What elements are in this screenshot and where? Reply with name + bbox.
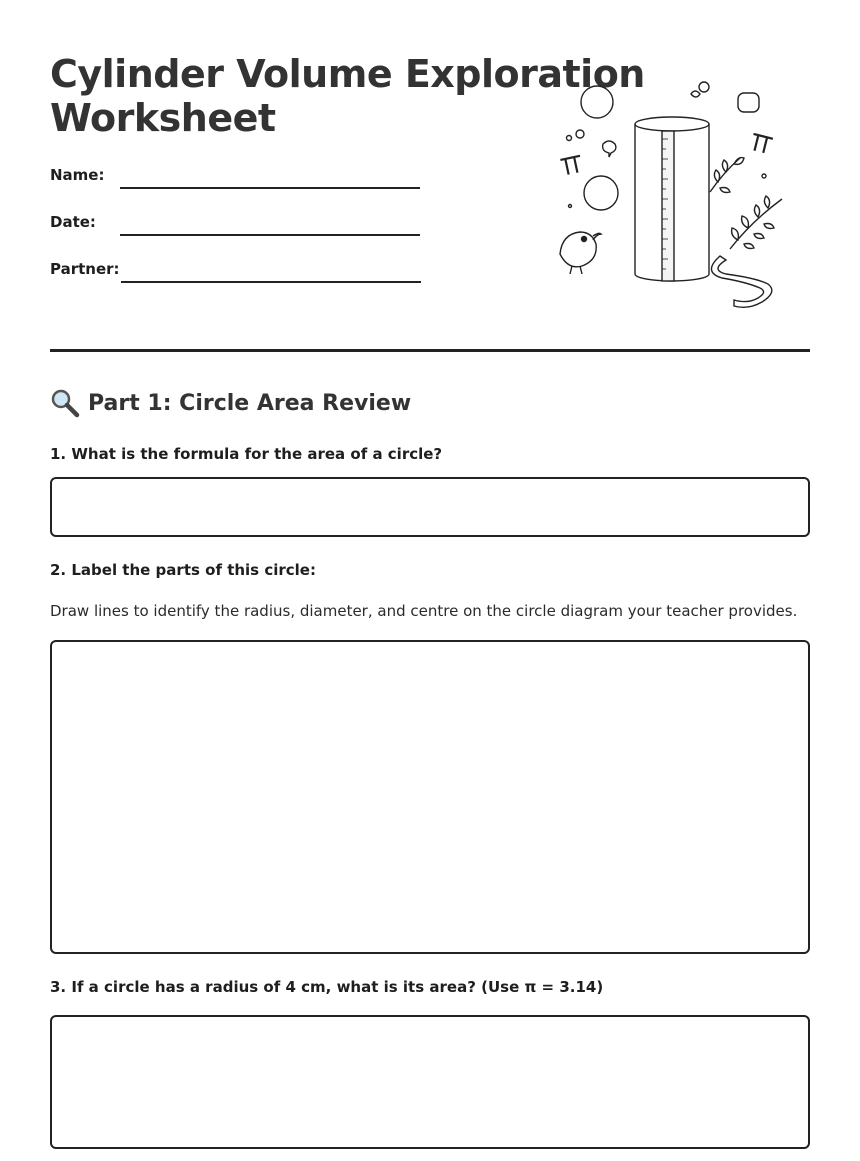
measuring-tape-icon	[711, 256, 771, 307]
answer-box-3[interactable]	[50, 1015, 810, 1149]
pi-icon	[560, 156, 583, 176]
bubble-icon	[581, 86, 613, 118]
leaf-icon	[730, 199, 782, 249]
question-2-instruction: Draw lines to identify the radius, diameter, and centre on the circle diagram your teacher provides.	[50, 602, 798, 620]
kiwi-icon	[560, 232, 601, 274]
speech-bubble-icon	[603, 141, 616, 157]
name-field[interactable]	[120, 187, 420, 189]
part1-heading	[50, 388, 411, 418]
rounded-square-icon	[738, 93, 759, 112]
partner-field[interactable]	[121, 281, 421, 283]
answer-box-1[interactable]	[50, 477, 810, 537]
part1-title: Part 1: Circle Area Review	[88, 390, 412, 416]
worksheet-title: Cylinder Volume Exploration Worksheet	[50, 52, 645, 140]
partner-label: Partner:	[50, 260, 120, 278]
answer-box-2[interactable]	[50, 640, 810, 954]
question-2: 2. Label the parts of this circle:	[50, 561, 316, 579]
question-3: 3. If a circle has a radius of 4 cm, what is its area? (Use π = 3.14)	[50, 978, 604, 996]
date-label: Date:	[50, 213, 96, 231]
pi-icon	[750, 134, 773, 154]
section-divider	[50, 349, 810, 352]
name-label: Name:	[50, 166, 105, 184]
question-1: 1. What is the formula for the area of a circle?	[50, 445, 443, 463]
date-field[interactable]	[120, 234, 420, 236]
magnifying-glass-icon	[50, 388, 80, 418]
cylinder-illustration	[548, 74, 788, 314]
bubble-icon	[584, 176, 618, 210]
